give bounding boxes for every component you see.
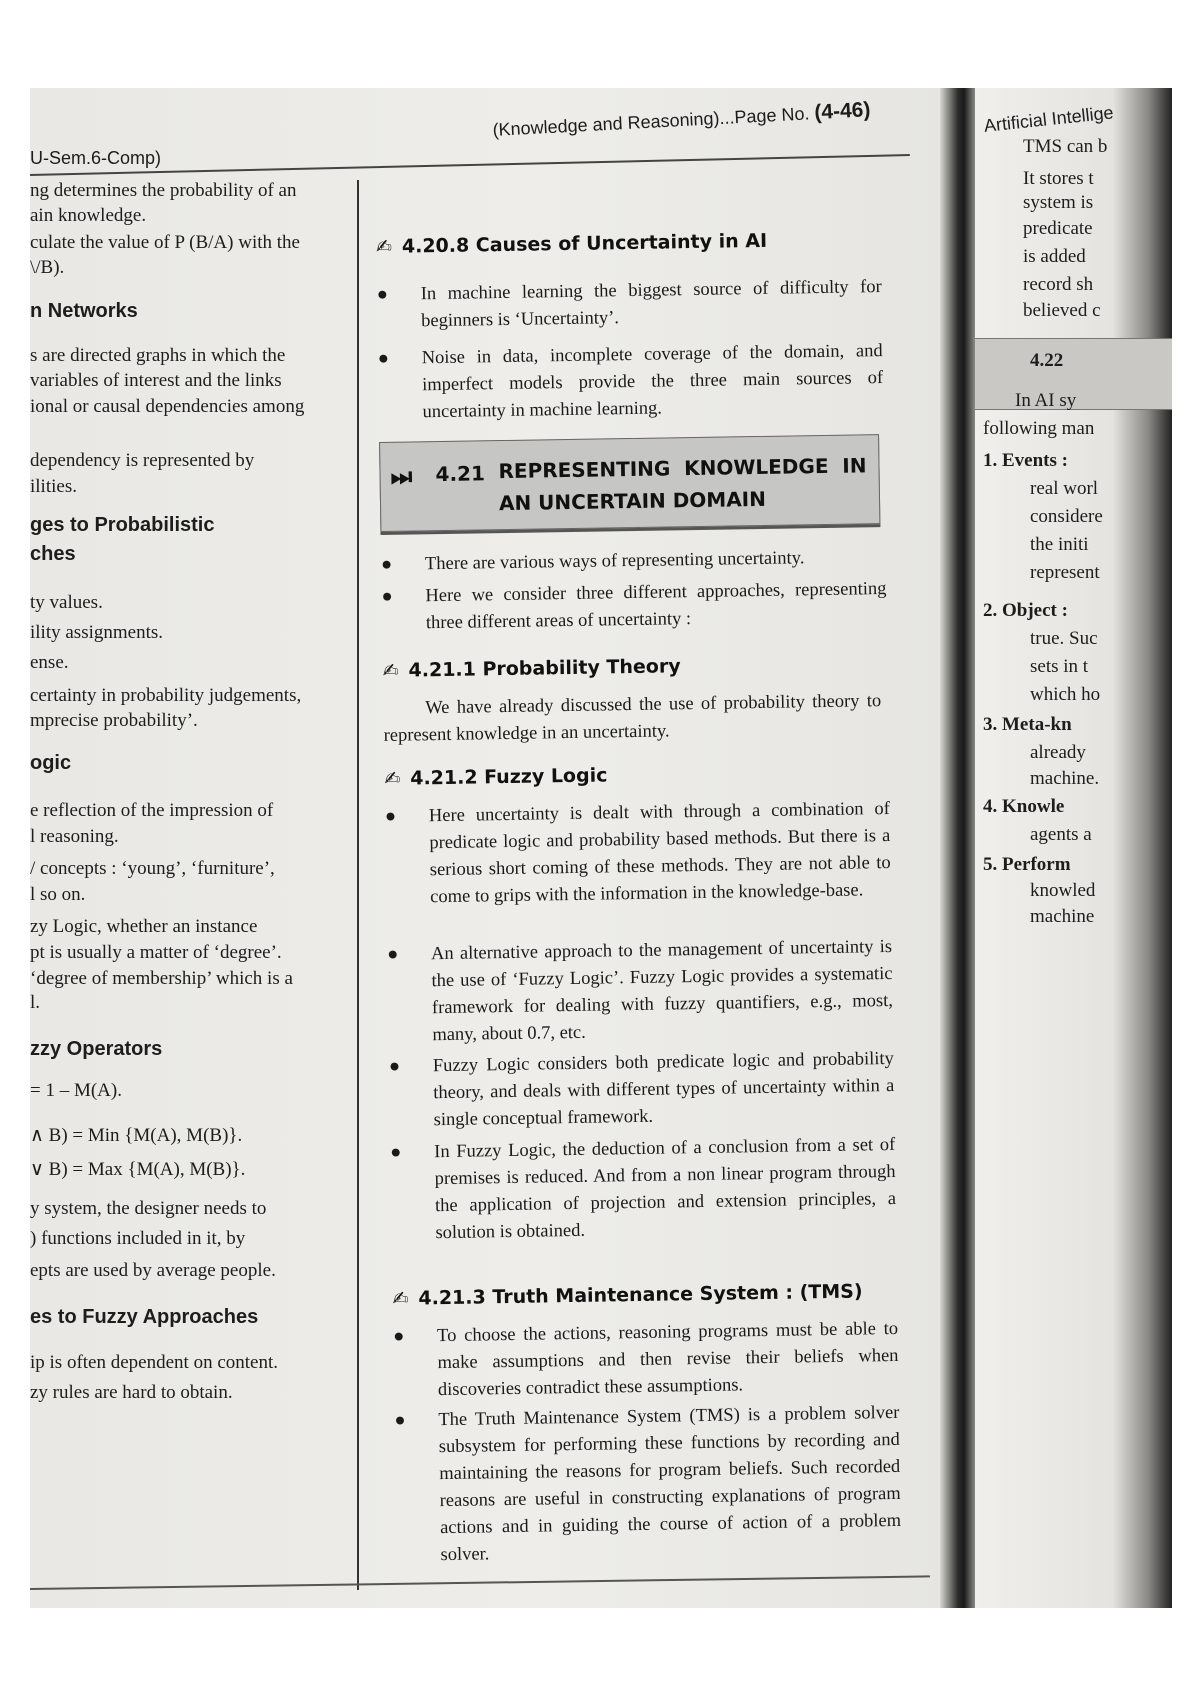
list-item-text: In machine learning the biggest source of difficulty for beginners is ‘Uncertainty’. [420,277,882,332]
book-photo [30,88,1172,1608]
text-line: ng determines the probability of an [30,180,297,201]
text-line: ip is often dependent on content. [30,1352,278,1373]
list-item-text: An alternative approach to the management of uncertainty is the use of ‘Fuzzy Logic’. Fuzzy Logic provides a systematic framework for dealing with fuzzy quantifiers, e.g., most, many, about 0.7, etc. [430,936,894,1046]
text-line: ) functions included in it, by [30,1228,246,1249]
text-line: In AI sy [1015,390,1077,411]
text-line: knowled [1030,880,1096,901]
text-line: ilities. [30,476,77,497]
bullet-dot-icon: ● [376,284,389,305]
text-line: ense. [30,652,69,673]
section-title: 4.20.8 Causes of Uncertainty in AI [401,229,768,258]
bullet-dot-icon: ● [394,1410,406,1431]
main-column [375,176,902,1566]
running-head-title: (Knowledge and Reasoning)...Page No. [492,103,810,140]
text-line: y system, the designer needs to [30,1198,267,1219]
text-line: ain knowledge. [30,205,147,226]
text-line: zy rules are hard to obtain. [30,1382,233,1403]
text-line: l. [30,992,41,1013]
column-divider [357,180,359,1590]
text-line: following man [983,418,1095,439]
text-line: certainty in probability judgements, [30,685,302,706]
text-line: variables of interest and the links [30,370,282,391]
section-title: 4.21.3 Truth Maintenance System : (TMS) [418,1280,863,1310]
list-item-heading: 5. Perform [983,854,1071,875]
section-title: 4.21.2 Fuzzy Logic [410,764,608,790]
bullet-dot-icon: ● [384,806,397,827]
list-item [381,576,887,638]
paragraph: We have already discussed the use of probability theory to represent knowledge in an uncertainty. [383,691,882,746]
section-heading-fragment: zzy Operators [30,1038,163,1060]
bullet-dot-icon: ● [388,1056,401,1077]
section-title: 4.21.1 Probability Theory [408,655,681,682]
list-item [394,1400,901,1570]
section-heading-fragment: es to Fuzzy Approaches [30,1306,259,1328]
text-line: represent [1030,562,1100,583]
text-line: considere [1030,506,1103,527]
text-line: ∨ B) = Max {M(A), M(B)}. [30,1159,246,1180]
text-line: agents a [1030,824,1092,845]
list-item [381,544,886,579]
running-head-left: U-Sem.6-Comp) [30,148,162,168]
section-heading-fragment: n Networks [30,300,138,322]
list-item-text: To choose the actions, reasoning programs must be able to make assumptions and then revise their beliefs when discoveries contradict these assumptions. [436,1318,899,1401]
banner-number: 4.21 [435,461,486,487]
header-rule [30,154,910,176]
section-heading-4-20-8 [376,230,767,258]
list-item-text: In Fuzzy Logic, the deduction of a conclusion from a set of premises is reduced. And from a non linear program through the application of projection and extension principles, a solution is obtained. [434,1134,897,1244]
pencil-icon: ✍ [384,767,401,790]
text-line: mprecise probability’. [30,710,198,731]
list-item [377,274,883,336]
list-item-heading: 4.22 [1030,350,1064,371]
running-head-right-page: Artificial Intellige [983,102,1115,136]
list-item-text: Here we consider three different approaches, representing three different areas of uncertainty : [425,579,887,634]
pencil-icon: ✍ [375,235,393,258]
section-heading-fragment: ges to Probabilistic [30,514,215,536]
list-item-heading: 4. Knowle [983,796,1065,817]
list-item-text: Here uncertainty is dealt with through a combination of predicate logic and probability based methods. But there is a serious short coming of these methods. They are not able to come to grips with the information in the knowledge-base. [428,798,891,908]
text-line: s are directed graphs in which the [30,345,286,366]
text-line: l so on. [30,884,86,905]
bullet-dot-icon: ● [380,554,393,575]
text-line: machine [1030,906,1095,927]
text-line: ional or causal dependencies among [30,396,305,417]
list-item-text: Fuzzy Logic considers both predicate logic and probability theory, and deals with different types of uncertainty within a single conceptual framework. [432,1048,895,1131]
page-number: (4-46) [813,98,871,125]
fast-forward-icon: ⏭ [390,462,413,491]
text-line: epts are used by average people. [30,1260,276,1281]
bullet-dot-icon: ● [377,348,390,369]
section-heading-4-21-2 [384,764,607,790]
text-line: is added [1023,246,1086,267]
text-line: real worl [1030,478,1099,499]
list-item [393,1316,899,1405]
bullet-dot-icon: ● [392,1326,405,1347]
list-item-heading: 1. Events : [983,450,1068,471]
text-line: true. Suc [1030,628,1098,649]
list-item-text: The Truth Maintenance System (TMS) is a problem solver subsystem for performing these functions by recording and maintaining the reasons for program beliefs. Such recorded reasons are useful in constructing explanations of program actions and in guiding the course of action of a problem solver. [438,1402,902,1566]
banner-title-line2: AN UNCERTAIN DOMAIN [498,486,767,516]
text-line: TMS can b [1023,136,1108,157]
section-heading-4-21-1 [382,655,680,682]
text-line: / concepts : ‘young’, ‘furniture’, [30,858,275,879]
list-item [387,934,894,1050]
list-item-heading: 3. Meta-kn [983,714,1072,735]
text-line: already [1030,742,1086,763]
text-line: \/B). [30,257,65,278]
list-item [378,338,884,427]
book-gutter-shadow [940,88,980,1608]
bullet-dot-icon: ● [381,586,393,607]
text-line: believed c [1023,300,1101,321]
pencil-icon: ✍ [392,1287,409,1310]
text-line: culate the value of P (B/A) with the [30,232,300,253]
text-line: machine. [1030,768,1100,789]
text-line: zy Logic, whether an instance [30,916,258,937]
section-banner-4-21 [379,434,880,532]
left-page [30,88,948,1608]
bullet-dot-icon: ● [390,1142,402,1163]
text-line: ility assignments. [30,622,163,643]
list-item [389,1046,895,1135]
text-line: predicate [1023,218,1093,239]
text-line: = 1 – M(A). [30,1080,122,1101]
list-item-text: Noise in data, incomplete coverage of the domain, and imperfect models provide the three main sources of uncertainty in machine learning. [421,341,884,423]
text-line: the initi [1030,534,1089,555]
text-line: which ho [1030,684,1101,705]
bullet-dot-icon: ● [386,944,399,965]
list-item [385,796,892,912]
right-page [975,88,1172,1608]
section-heading-fragment: ches [30,543,76,565]
text-line: ∧ B) = Min {M(A), M(B)}. [30,1125,243,1146]
list-item-heading: 2. Object : [983,600,1068,621]
list-item [390,1132,897,1248]
text-line: pt is usually a matter of ‘degree’. [30,942,282,963]
section-heading-fragment: ogic [30,752,72,774]
banner-title-line1: REPRESENTING KNOWLEDGE IN [498,453,867,484]
text-line: dependency is represented by [30,450,255,471]
text-line: It stores t [1023,168,1094,189]
running-head-right [492,98,871,142]
list-item-text: There are various ways of representing uncertainty. [424,548,805,575]
text-line: system is [1023,192,1094,213]
text-line: e reflection of the impression of [30,800,274,821]
text-line: ty values. [30,592,103,613]
text-line: ‘degree of membership’ which is a [30,968,293,989]
section-heading-4-21-3 [392,1280,862,1309]
text-line: sets in t [1030,656,1089,677]
text-line: record sh [1023,274,1094,295]
footer-rule [30,1575,930,1590]
pencil-icon: ✍ [382,659,399,682]
text-line: l reasoning. [30,826,119,847]
